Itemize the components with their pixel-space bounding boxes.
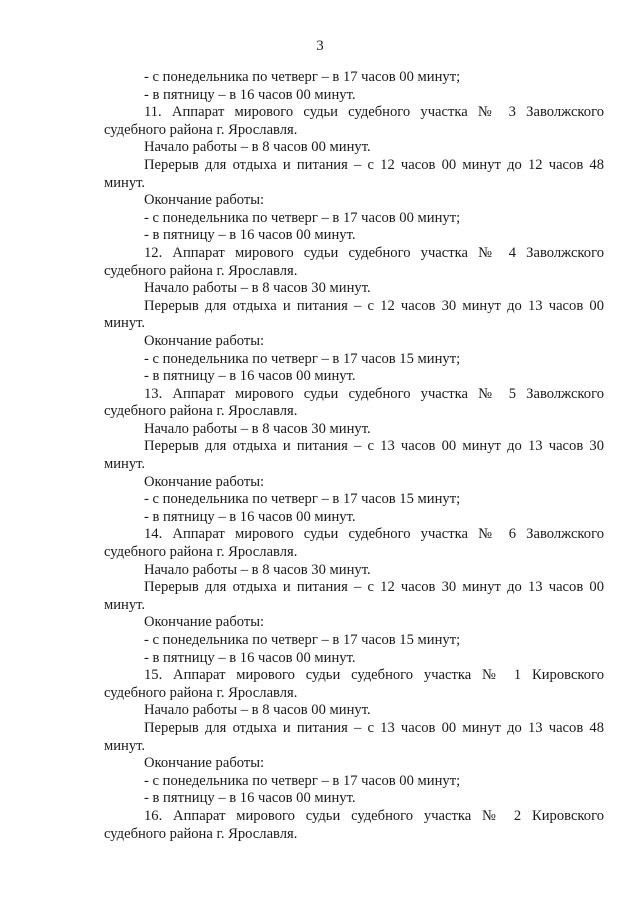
paragraph: 14. Аппарат мирового судьи судебного участка № 6 Заволжского судебного района г. Ярославля. [104,526,604,561]
paragraph: - в пятницу – в 16 часов 00 минут. [144,508,356,525]
paragraph: - в пятницу – в 16 часов 00 минут. [144,227,356,244]
paragraph: Начало работы – в 8 часов 30 минут. [144,280,371,297]
paragraph: - с понедельника по четверг – в 17 часов 00 минут; [144,209,461,226]
paragraph: Перерыв для отдыха и питания – с 12 часов 30 минут до 13 часов 00 минут. [104,579,604,613]
paragraph: - с понедельника по четверг – в 17 часов 00 минут; [144,772,461,789]
paragraph: Окончание работы: [144,614,265,631]
paragraph: Окончание работы: [144,332,265,349]
paragraph: Перерыв для отдыха и питания – с 12 часов 00 минут до 12 часов 48 минут. [104,156,604,191]
paragraph: Начало работы – в 8 часов 00 минут. [144,702,371,719]
paragraph: Окончание работы: [144,192,265,209]
paragraph: - в пятницу – в 16 часов 00 минут. [144,790,356,807]
paragraph: 12. Аппарат мирового судьи судебного участка № 4 Заволжского судебного района г. Ярославля. [104,244,604,279]
paragraph: Начало работы – в 8 часов 00 минут. [144,139,371,156]
paragraph: 13. Аппарат мирового судьи судебного участка № 5 Заволжского судебного района г. Ярославля. [104,385,604,420]
paragraph: 15. Аппарат мирового судьи судебного участка № 1 Кировского судебного района г. Ярославля. [104,667,604,701]
paragraph: Перерыв для отдыха и питания – с 13 часов 00 минут до 13 часов 48 минут. [104,719,604,754]
paragraph: - с понедельника по четверг – в 17 часов 00 минут; [144,69,461,85]
paragraph: 16. Аппарат мирового судьи судебного участка № 2 Кировского судебного района г. Ярославля. [104,807,604,842]
paragraph: - в пятницу – в 16 часов 00 минут. [144,368,356,385]
paragraph: 11. Аппарат мирового судьи судебного участка № 3 Заволжского судебного района г. Ярославля. [104,104,604,138]
paragraph: - с понедельника по четверг – в 17 часов 15 минут; [144,350,461,367]
paragraph: - с понедельника по четверг – в 17 часов 15 минут; [144,491,461,508]
paragraph: Окончание работы: [144,755,265,772]
paragraph: - в пятницу – в 16 часов 00 минут. [144,649,356,666]
paragraph: - в пятницу – в 16 часов 00 минут. [144,86,356,103]
document-body [104,69,604,843]
paragraph: - с понедельника по четверг – в 17 часов 15 минут; [144,632,461,648]
paragraph: Перерыв для отдыха и питания – с 13 часов 00 минут до 13 часов 30 минут. [104,438,604,473]
paragraph: Перерыв для отдыха и питания – с 12 часов 30 минут до 13 часов 00 минут. [104,297,604,332]
page-number: 3 [316,38,324,54]
paragraph: Начало работы – в 8 часов 30 минут. [144,420,371,437]
paragraph: Окончание работы: [144,473,265,490]
paragraph: Начало работы – в 8 часов 30 минут. [144,561,371,578]
